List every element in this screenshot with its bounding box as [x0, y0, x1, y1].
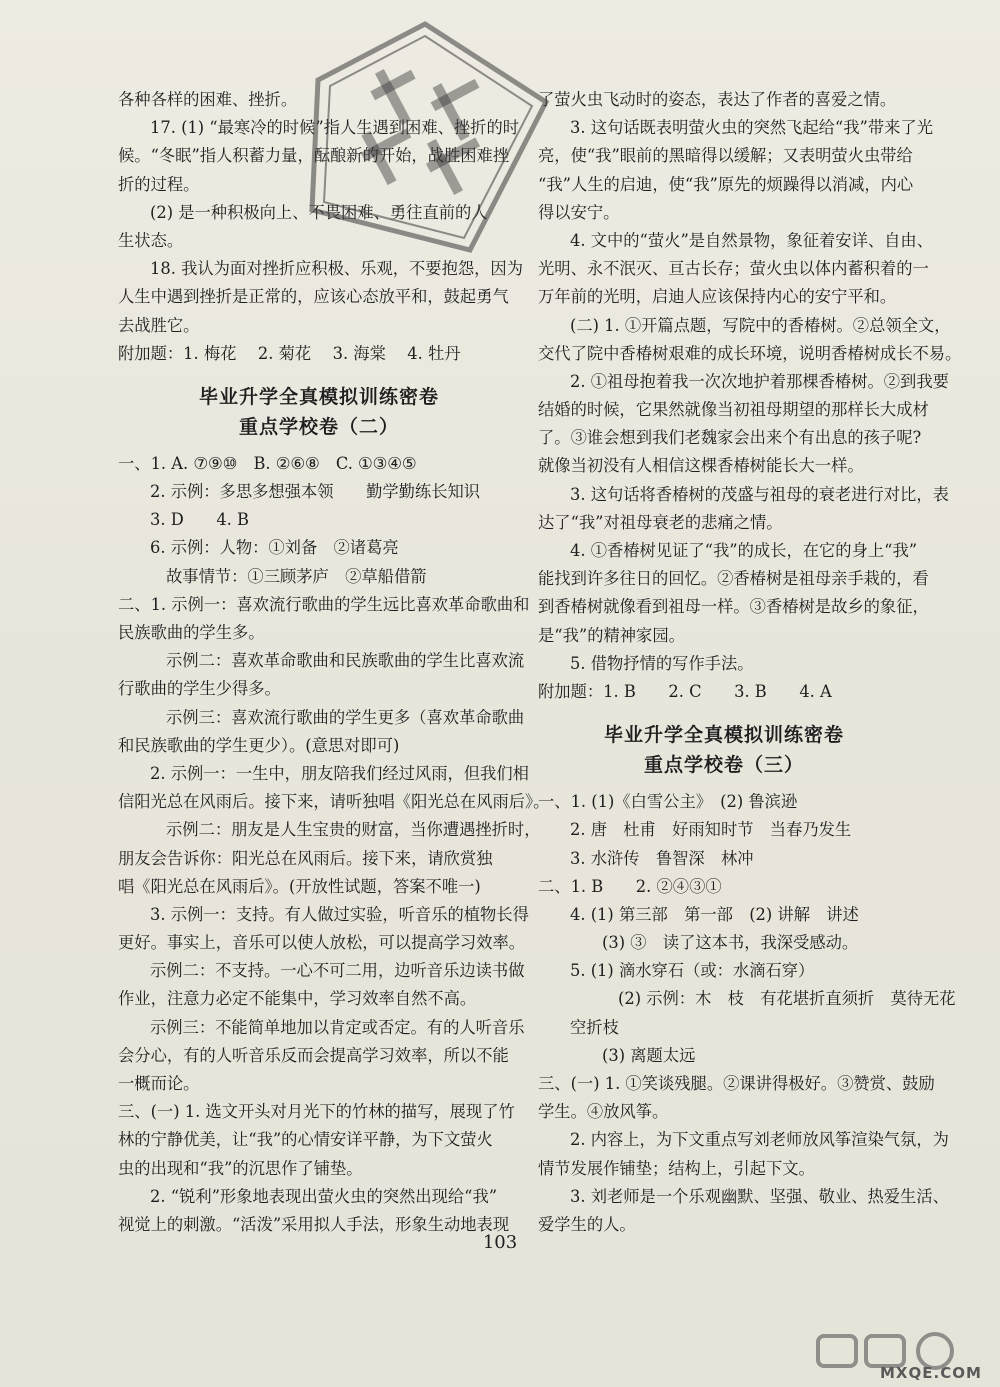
- answer-line: 唱《阳光总在风雨后》。(开放性试题，答案不唯一): [118, 876, 481, 896]
- answer-line: 3. 这句话将香椿树的茂盛与祖母的衰老进行对比，表: [570, 484, 949, 504]
- section-2-title: 毕业升学全真模拟训练密卷: [198, 385, 439, 408]
- answer-line: 去战胜它。: [118, 315, 200, 335]
- answer-line: 虫的出现和“我”的沉思作了铺垫。: [118, 1158, 363, 1178]
- answer-line: 生状态。: [118, 230, 184, 250]
- answer-line: 达了“我”对祖母衰老的悲痛之情。: [538, 512, 783, 532]
- answer-line: 人生中遇到挫折是正常的，应该心态放平和，鼓起勇气: [118, 287, 509, 307]
- answer-line: 故事情节：①三顾茅庐 ②草船借箭: [166, 566, 427, 586]
- answer-line: 能找到许多往日的回忆。②香椿树是祖母亲手栽的，看: [538, 569, 929, 589]
- answer-line: 6. 示例：人物：①刘备 ②诸葛亮: [150, 538, 399, 558]
- section-3-subtitle: 重点学校卷（三）: [643, 754, 804, 777]
- answer-line: “我”人生的启迪，使“我”原先的烦躁得以消减，内心: [538, 174, 914, 194]
- answer-line: 5. (1) 滴水穿石（或：水滴石穿）: [570, 961, 815, 981]
- answer-line: 2. “锐利”形象地表现出萤火虫的突然出现给“我”: [150, 1186, 498, 1206]
- answer-line: 折的过程。: [118, 174, 200, 194]
- answer-line: 万年前的光明，启迪人应该保持内心的安宁平和。: [538, 287, 897, 307]
- section-2-subtitle: 重点学校卷（二）: [238, 415, 399, 438]
- answer-line: 附加题：1. 梅花 2. 菊花 3. 海棠 4. 牡丹: [118, 343, 461, 363]
- answer-line: 亮，使“我”眼前的黑暗得以缓解；又表明萤火虫带给: [538, 146, 913, 166]
- answer-line: 三、(一) 1. 选文开头对月光下的竹林的描写，展现了竹: [118, 1102, 515, 1122]
- answer-line: (3) 离题太远: [602, 1045, 696, 1065]
- answer-line: 2. 内容上，为下文重点写刘老师放风筝渲染气氛，为: [570, 1130, 949, 1150]
- answer-line: 会分心，有的人听音乐反而会提高学习效率，所以不能: [118, 1045, 509, 1065]
- answer-line: 学生。④放风筝。: [538, 1102, 669, 1122]
- answer-line: 2. 示例一：一生中，朋友陪我们经过风雨，但我们相: [150, 763, 529, 783]
- answer-line: (二) 1. ①开篇点题，写院中的香椿树。②总领全文，: [570, 315, 951, 335]
- answer-line: 民族歌曲的学生多。: [118, 623, 265, 642]
- answer-line: (2) 示例：木 枝 有花堪折直须折 莫待无花: [618, 989, 956, 1009]
- answer-line: 信阳光总在风雨后。接下来，请听独唱《阳光总在风雨后》。: [118, 792, 550, 812]
- answer-line: 林的宁静优美，让“我”的心情安详平静，为下文萤火: [118, 1130, 493, 1150]
- answer-line: 候。“冬眠”指人积蓄力量，酝酿新的开始，战胜困难挫: [118, 146, 510, 166]
- answer-line: (2) 是一种积极向上、不畏困难、勇往直前的人: [150, 202, 488, 222]
- answer-line: 18. 我认为面对挫折应积极、乐观，不要抱怨，因为: [150, 259, 523, 279]
- page-number: 103: [482, 1232, 518, 1253]
- answer-line: 4. (1) 第三部 第一部 (2) 讲解 讲述: [570, 904, 859, 924]
- answer-line: 2. 示例：多思多想强本领 勤学勤练长知识: [150, 482, 481, 502]
- answer-line: 17. (1) “最寒冷的时候”指人生遇到困难、挫折的时: [150, 118, 520, 138]
- answer-line: 附加题：1. B 2. C 3. B 4. A: [538, 681, 832, 701]
- answer-line: 得以安宁。: [538, 202, 620, 222]
- section-3-answers: [538, 788, 956, 1239]
- left-column: [118, 86, 550, 1239]
- answer-line: 交代了院中香椿树艰难的成长环境，说明香椿树成长不易。: [538, 343, 962, 363]
- answer-line: 情节发展作铺垫；结构上，引起下文。: [538, 1158, 815, 1178]
- answer-line: 2. 唐 杜甫 好雨知时节 当春乃发生: [570, 820, 852, 840]
- answer-line: 爱学生的人。: [538, 1214, 636, 1234]
- answer-line: 和民族歌曲的学生更少）。(意思对即可): [118, 735, 400, 755]
- answer-line: 朋友会告诉你：阳光总在风雨后。接下来，请欣赏独: [118, 848, 493, 868]
- answer-line: 各种各样的困难、挫折。: [118, 90, 298, 109]
- answer-line: 3. 水浒传 鲁智深 林冲: [570, 848, 754, 868]
- answer-line: 示例二：朋友是人生宝贵的财富，当你遭遇挫折时，: [166, 820, 541, 840]
- answer-line: 3. 示例一：支持。有人做过实验，听音乐的植物长得: [150, 904, 529, 924]
- answer-line: 3. 刘老师是一个乐观幽默、坚强、敬业、热爱生活、: [570, 1186, 949, 1206]
- answer-line: 三、(一) 1. ①笑谈残腿。②课讲得极好。③赞赏、鼓励: [538, 1074, 935, 1093]
- seal-stamp-icon: [300, 20, 550, 255]
- answer-line: 示例二：不支持。一心不可二用，边听音乐边读书做: [150, 961, 525, 981]
- section-3-title: 毕业升学全真模拟训练密卷: [603, 724, 844, 747]
- answer-line: 是“我”的精神家园。: [538, 625, 685, 645]
- answer-line: 行歌曲的学生少得多。: [118, 679, 281, 699]
- answer-line: 一、1. (1)《白雪公主》 (2) 鲁滨逊: [538, 792, 798, 812]
- answer-line: 3. D 4. B: [150, 510, 249, 530]
- answer-line: 作业，注意力必定不能集中，学习效率自然不高。: [118, 989, 477, 1009]
- answer-line: 4. 文中的“萤火”是自然景物，象征着安详、自由、: [570, 230, 933, 250]
- watermark-logo-text: MXQE.COM: [880, 1364, 982, 1382]
- answer-line: 视觉上的刺激。“活泼”采用拟人手法，形象生动地表现: [118, 1214, 510, 1234]
- answer-line: 示例三：喜欢流行歌曲的学生更多（喜欢革命歌曲: [166, 707, 525, 727]
- answer-line: 2. ①祖母抱着我一次次地护着那棵香椿树。②到我要: [570, 371, 949, 391]
- answer-line: 二、1. B 2. ②④③①: [538, 876, 722, 896]
- answer-line: 了萤火虫飞动时的姿态，表达了作者的喜爱之情。: [538, 90, 897, 109]
- section-2-answers: [118, 450, 550, 1239]
- right-column: [538, 86, 962, 1239]
- answer-line: 就像当初没有人相信这棵香椿树能长大一样。: [538, 456, 864, 476]
- answer-line: (3) ③ 读了这本书，我深受感动。: [602, 933, 859, 953]
- answer-line: 5. 借物抒情的写作手法。: [570, 653, 754, 673]
- right-answers-continued: [538, 86, 962, 706]
- answer-line: 光明、永不泯灭、亘古长存；萤火虫以体内蓄积着的一: [538, 259, 929, 279]
- answer-line: 二、1. 示例一：喜欢流行歌曲的学生远比喜欢革命歌曲和: [118, 594, 530, 614]
- answer-line: 示例二：喜欢革命歌曲和民族歌曲的学生比喜欢流: [166, 651, 525, 671]
- answer-line: 结婚的时候，它果然就像当初祖母期望的那样长大成材: [538, 400, 929, 420]
- answer-line: 空折枝: [570, 1017, 619, 1037]
- answer-line: 4. ①香椿树见证了“我”的成长，在它的身上“我”: [570, 541, 918, 560]
- answer-line: 3. 这句话既表明萤火虫的突然飞起给“我”带来了光: [570, 118, 933, 138]
- answer-line: 了。③谁会想到我们老魏家会出来个有出息的孩子呢?: [538, 428, 922, 448]
- answer-line: 示例三：不能简单地加以肯定或否定。有的人听音乐: [150, 1017, 525, 1037]
- answer-line: 一概而论。: [118, 1074, 200, 1093]
- answer-line: 一、1. A. ⑦⑨⑩ B. ②⑥⑧ C. ①③④⑤: [118, 453, 417, 473]
- answer-line: 到香椿树就像看到祖母一样。③香椿树是故乡的象征，: [538, 597, 929, 617]
- answer-line: 更好。事实上，音乐可以使人放松，可以提高学习效率。: [118, 933, 526, 953]
